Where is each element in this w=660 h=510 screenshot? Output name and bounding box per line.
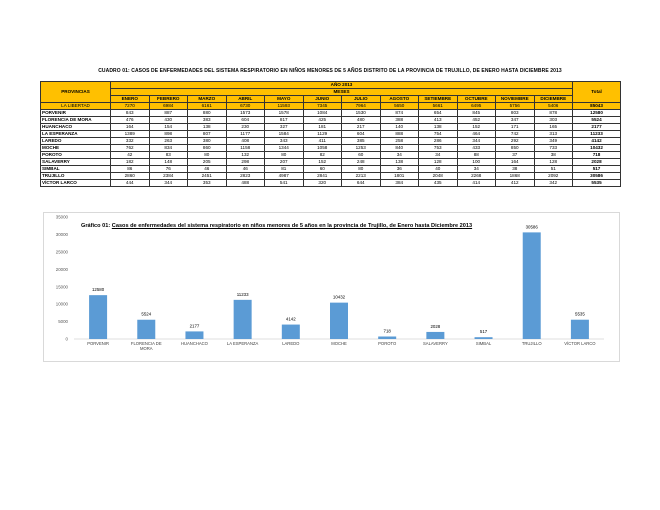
y-tick-label: 35000 <box>55 214 68 220</box>
row-total: 30586 <box>573 173 621 180</box>
data-label: 4142 <box>285 316 296 322</box>
month-value: 488 <box>226 180 265 187</box>
month-value: 1253 <box>342 145 381 152</box>
month-header: ENERO <box>111 96 150 103</box>
row-total: 517 <box>573 166 621 173</box>
month-value: 413 <box>419 117 458 124</box>
data-label: 12580 <box>91 287 105 293</box>
bar <box>378 336 396 339</box>
month-value: 817 <box>265 117 304 124</box>
category-label: HUANCHACO <box>180 341 208 346</box>
month-value: 435 <box>419 180 458 187</box>
month-value: 2213 <box>342 173 381 180</box>
province-name: TRUJILLO <box>41 173 111 180</box>
category-label: SALAVERRY <box>422 341 448 346</box>
month-header: OCTUBRE <box>457 96 496 103</box>
month-value: 742 <box>496 131 535 138</box>
month-value: 38 <box>534 152 573 159</box>
table-row <box>41 110 621 117</box>
table-row <box>41 159 621 166</box>
month-value: 313 <box>534 131 573 138</box>
month-value: 6161 <box>188 103 227 110</box>
month-value: 320 <box>303 180 342 187</box>
header-year: AÑO 2013 <box>111 82 573 89</box>
category-label: LAREDO <box>282 341 300 346</box>
bar <box>185 331 203 339</box>
row-total: 12580 <box>573 110 621 117</box>
month-header: DICIEMBRE <box>534 96 573 103</box>
chart-container <box>43 212 620 362</box>
province-name: FLORENCIA DE MORA <box>41 117 111 124</box>
month-value: 11593 <box>265 103 304 110</box>
month-value: 878 <box>534 110 573 117</box>
table-row <box>41 124 621 131</box>
bar <box>571 320 589 339</box>
month-value: 138 <box>380 159 419 166</box>
month-value: 164 <box>496 159 535 166</box>
data-label: 5535 <box>575 311 585 317</box>
row-total: 5535 <box>573 180 621 187</box>
bar <box>282 325 300 339</box>
month-header: AGOSTO <box>380 96 419 103</box>
month-value: 5661 <box>419 103 458 110</box>
month-value: 874 <box>380 110 419 117</box>
province-name: LAREDO <box>41 138 111 145</box>
month-value: 46 <box>188 166 227 173</box>
month-value: 60 <box>342 152 381 159</box>
province-name: PORVENIR <box>41 110 111 117</box>
month-value: 181 <box>303 124 342 131</box>
month-value: 384 <box>380 180 419 187</box>
month-value: 34 <box>419 152 458 159</box>
month-value: 60 <box>303 166 342 173</box>
month-value: 850 <box>496 145 535 152</box>
month-value: 7270 <box>111 103 150 110</box>
month-value: 2841 <box>303 173 342 180</box>
table-row <box>41 138 621 145</box>
month-value: 286 <box>419 138 458 145</box>
bar <box>426 332 444 339</box>
category-label: SIMBAL <box>475 341 492 346</box>
month-value: 888 <box>380 131 419 138</box>
category-label: MOCHE <box>331 341 347 346</box>
table-row <box>41 145 621 152</box>
month-value: 148 <box>149 159 188 166</box>
row-total: 10432 <box>573 145 621 152</box>
month-value: 433 <box>457 145 496 152</box>
month-value: 344 <box>149 180 188 187</box>
month-value: 898 <box>149 131 188 138</box>
month-value: 754 <box>419 131 458 138</box>
province-name: MOCHE <box>41 145 111 152</box>
month-value: 430 <box>149 117 188 124</box>
month-value: 6730 <box>226 103 265 110</box>
month-value: 733 <box>534 145 573 152</box>
month-value: 1578 <box>265 110 304 117</box>
row-total: 85043 <box>573 103 621 110</box>
month-value: 7964 <box>342 103 381 110</box>
category-label: FLORENCIA DE <box>130 341 162 346</box>
month-value: 138 <box>419 124 458 131</box>
bar <box>89 295 107 339</box>
bar <box>523 232 541 339</box>
month-header: NOVIEMBRE <box>496 96 535 103</box>
table-row <box>41 117 621 124</box>
month-value: 762 <box>111 145 150 152</box>
y-tick-label: 5000 <box>58 319 68 325</box>
month-value: 444 <box>111 180 150 187</box>
chart-title-prefix: Gráfico 01: <box>81 223 111 229</box>
month-value: 1868 <box>496 173 535 180</box>
month-value: 1530 <box>342 110 381 117</box>
table-row <box>41 166 621 173</box>
month-value: 38 <box>496 166 535 173</box>
month-header: ABRIL <box>226 96 265 103</box>
month-value: 6984 <box>149 103 188 110</box>
month-value: 40 <box>419 166 458 173</box>
region-row <box>41 103 621 110</box>
cases-table <box>40 81 621 187</box>
month-value: 845 <box>457 110 496 117</box>
month-value: 840 <box>380 145 419 152</box>
month-value: 303 <box>534 117 573 124</box>
header-provincias: PROVINCIAS <box>41 82 111 103</box>
month-value: 42 <box>111 152 150 159</box>
month-value: 1058 <box>303 145 342 152</box>
month-value: 152 <box>457 124 496 131</box>
month-value: 1344 <box>265 145 304 152</box>
month-value: 6495 <box>457 103 496 110</box>
month-value: 152 <box>303 159 342 166</box>
data-label: 718 <box>383 328 391 334</box>
month-value: 171 <box>496 124 535 131</box>
month-value: 1129 <box>303 131 342 138</box>
document-title: CUADRO 01: CASOS DE ENFERMEDADES DEL SISTEMA RESPIRATORIO EN NIÑOS MENORES DE 5 AÑOS DISTRITO DE LA PROVINCIA DE TRUJILLO, DE ENERO HASTA DICIEMBRE 2013 <box>98 68 562 74</box>
month-value: 1801 <box>380 173 419 180</box>
month-header: SETIEMBRE <box>419 96 458 103</box>
row-total: 2028 <box>573 159 621 166</box>
month-value: 860 <box>188 145 227 152</box>
month-value: 100 <box>457 159 496 166</box>
y-tick-label: 25000 <box>55 249 68 255</box>
month-value: 803 <box>496 110 535 117</box>
month-value: 230 <box>226 124 265 131</box>
month-value: 88 <box>457 152 496 159</box>
bar <box>234 300 252 339</box>
month-value: 654 <box>419 110 458 117</box>
month-value: 1158 <box>226 145 265 152</box>
month-value: 2860 <box>111 173 150 180</box>
category-label: TRUJILLO <box>521 341 542 346</box>
month-value: 82 <box>303 152 342 159</box>
month-value: 807 <box>188 131 227 138</box>
month-value: 476 <box>111 117 150 124</box>
category-label: PORVENIR <box>87 341 109 346</box>
month-value: 76 <box>149 166 188 173</box>
month-value: 411 <box>303 138 342 145</box>
month-value: 1084 <box>303 110 342 117</box>
month-value: 753 <box>419 145 458 152</box>
month-value: 344 <box>457 138 496 145</box>
bar <box>475 337 493 339</box>
bar-chart <box>44 213 619 361</box>
month-value: 2451 <box>188 173 227 180</box>
table-row <box>41 152 621 159</box>
month-value: 7345 <box>303 103 342 110</box>
month-value: 207 <box>265 159 304 166</box>
province-name: LA LIBERTAD <box>41 103 111 110</box>
month-value: 164 <box>111 124 150 131</box>
month-value: 86 <box>111 166 150 173</box>
month-value: 604 <box>226 117 265 124</box>
month-value: 644 <box>342 180 381 187</box>
month-value: 128 <box>534 159 573 166</box>
category-label: VÍCTOR LARCO <box>564 341 596 346</box>
month-value: 843 <box>111 110 150 117</box>
month-header: FEBRERO <box>149 96 188 103</box>
month-value: 205 <box>188 159 227 166</box>
row-total: 5524 <box>573 117 621 124</box>
month-value: 51 <box>534 166 573 173</box>
month-value: 182 <box>111 159 150 166</box>
bar <box>330 303 348 339</box>
month-value: 464 <box>457 131 496 138</box>
bar <box>137 320 155 339</box>
table-row <box>41 173 621 180</box>
province-name: HUANCHACO <box>41 124 111 131</box>
month-value: 81 <box>265 166 304 173</box>
month-header: MARZO <box>188 96 227 103</box>
month-value: 880 <box>188 110 227 117</box>
month-value: 332 <box>111 138 150 145</box>
month-header: MAYO <box>265 96 304 103</box>
month-value: 248 <box>342 159 381 166</box>
month-value: 1584 <box>265 131 304 138</box>
data-label: 11233 <box>236 291 249 297</box>
month-value: 138 <box>188 124 227 131</box>
y-tick-label: 15000 <box>55 284 68 290</box>
month-value: 80 <box>265 152 304 159</box>
province-name: LA ESPERANZA <box>41 131 111 138</box>
province-name: POROTO <box>41 152 111 159</box>
month-value: 4987 <box>265 173 304 180</box>
chart-title-text: Casos de enfermedades del sistema respiratorio en niños menores de 5 años en la provincia de Trujillo, de Enero hasta Diciembre 2013 <box>111 223 473 229</box>
y-tick-label: 10000 <box>55 301 68 307</box>
category-label: MORA <box>139 346 153 351</box>
month-value: 2384 <box>149 173 188 180</box>
header-months: MESES <box>111 89 573 96</box>
data-label: 2028 <box>430 323 441 329</box>
row-total: 11233 <box>573 131 621 138</box>
month-value: 1389 <box>111 131 150 138</box>
month-value: 342 <box>534 180 573 187</box>
data-label: 517 <box>479 329 488 335</box>
y-tick-label: 20000 <box>55 266 68 272</box>
data-label: 30586 <box>525 224 538 230</box>
province-name: SIMBAL <box>41 166 111 173</box>
month-value: 46 <box>226 166 265 173</box>
month-value: 1177 <box>226 131 265 138</box>
month-value: 128 <box>419 159 458 166</box>
month-value: 425 <box>303 117 342 124</box>
month-header: JUNIO <box>303 96 342 103</box>
month-value: 298 <box>226 159 265 166</box>
month-value: 887 <box>149 110 188 117</box>
month-value: 343 <box>265 138 304 145</box>
month-value: 34 <box>457 166 496 173</box>
month-value: 2268 <box>457 173 496 180</box>
month-value: 5756 <box>496 103 535 110</box>
row-total: 4142 <box>573 138 621 145</box>
month-value: 140 <box>380 124 419 131</box>
month-value: 37 <box>496 152 535 159</box>
month-value: 1573 <box>226 110 265 117</box>
month-value: 834 <box>149 145 188 152</box>
month-value: 263 <box>149 138 188 145</box>
month-header: JULIO <box>342 96 381 103</box>
category-label: POROTO <box>378 341 397 346</box>
month-value: 2048 <box>419 173 458 180</box>
month-value: 5406 <box>534 103 573 110</box>
row-total: 718 <box>573 152 621 159</box>
y-tick-label: 30000 <box>55 232 68 238</box>
month-value: 347 <box>496 117 535 124</box>
month-value: 388 <box>380 117 419 124</box>
table-row <box>41 180 621 187</box>
month-value: 414 <box>457 180 496 187</box>
data-label: 2177 <box>189 323 200 329</box>
category-label: LA ESPERANZA <box>226 341 259 346</box>
table-row <box>41 131 621 138</box>
month-value: 5650 <box>380 103 419 110</box>
month-value: 353 <box>188 180 227 187</box>
month-value: 412 <box>496 180 535 187</box>
month-value: 541 <box>265 180 304 187</box>
row-total: 2177 <box>573 124 621 131</box>
month-value: 258 <box>380 138 419 145</box>
month-value: 452 <box>457 117 496 124</box>
month-value: 385 <box>342 138 381 145</box>
month-value: 2823 <box>226 173 265 180</box>
month-value: 480 <box>342 117 381 124</box>
month-value: 34 <box>380 152 419 159</box>
month-value: 80 <box>188 152 227 159</box>
month-value: 80 <box>342 166 381 173</box>
province-name: VÍCTOR LARCO <box>41 180 111 187</box>
month-value: 383 <box>188 117 227 124</box>
month-value: 292 <box>496 138 535 145</box>
header-total: Total <box>573 82 621 103</box>
data-label: 10432 <box>332 294 346 300</box>
month-value: 217 <box>342 124 381 131</box>
month-value: 349 <box>534 138 573 145</box>
data-label: 5524 <box>141 311 152 317</box>
month-value: 380 <box>188 138 227 145</box>
month-value: 83 <box>149 152 188 159</box>
month-value: 604 <box>342 131 381 138</box>
month-value: 165 <box>534 124 573 131</box>
month-value: 408 <box>226 138 265 145</box>
month-value: 327 <box>265 124 304 131</box>
month-value: 154 <box>149 124 188 131</box>
month-value: 2092 <box>534 173 573 180</box>
y-tick-label: 0 <box>65 336 68 342</box>
month-value: 36 <box>380 166 419 173</box>
province-name: SALAVERRY <box>41 159 111 166</box>
month-value: 132 <box>226 152 265 159</box>
